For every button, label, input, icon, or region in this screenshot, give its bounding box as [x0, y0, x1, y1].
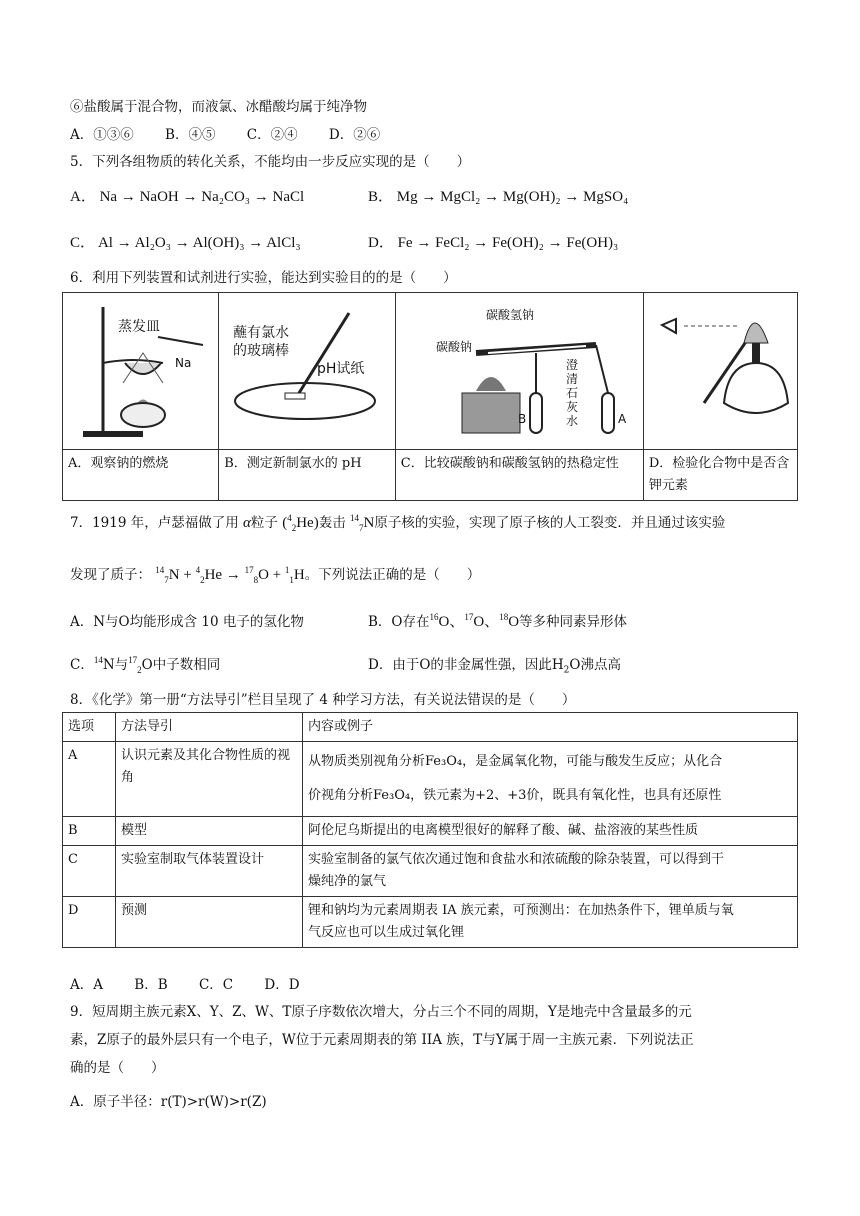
row-option: A	[63, 742, 116, 817]
q8-option-b: B．B	[134, 977, 168, 993]
q4-statement-6: ⑥盐酸属于混合物，而液氯、冰醋酸均属于纯净物	[70, 99, 367, 115]
table-row	[63, 817, 798, 846]
apparatus-image-d	[643, 293, 797, 450]
q9-stem-line3: 确的是（ ）	[70, 1060, 165, 1076]
q9-stem-line2: 素，Z原子的最外层只有一个电子，W位于元素周期表的第 IIA 族，T与Y属于周一主族元素．下列说法正	[70, 1032, 694, 1048]
label-ph-paper: pH试纸	[317, 361, 365, 377]
row-method: 实验室制取气体装置设计	[116, 846, 303, 897]
q8-options	[70, 975, 300, 995]
row-content: 从物质类别视角分析Fe₃O₄，是金属氧化物，可能与酸发生反应；从化合 价视角分析Fe₃O₄，铁元素为+2、+3价，既具有氧化性，也具有还原性	[303, 742, 798, 817]
row-option: C	[63, 846, 116, 897]
q8-option-c: C．C	[198, 977, 234, 993]
q8-header-row	[63, 713, 798, 742]
q8-option-d: D．D	[264, 977, 300, 993]
q5-stem: 5．下列各组物质的转化关系，不能均由一步反应实现的是（ ）	[70, 154, 471, 170]
label-limewater-2: 清	[565, 372, 578, 386]
q8-option-a: A．A	[70, 977, 103, 993]
q6-apparatus-table	[62, 292, 798, 501]
label-chlorine-rod-1: 蘸有氯水	[233, 325, 290, 341]
q9-option-a: A．原子半径：r(T)>r(W)>r(Z)	[70, 1094, 267, 1110]
caption-a: A．观察钠的燃烧	[63, 450, 219, 501]
q7-option-d: D．由于O的非金属性强，因此$H_2O$沸点高	[368, 657, 621, 676]
row-method: 认识元素及其化合物性质的视角	[116, 742, 303, 817]
label-limewater-3: 石	[565, 386, 578, 400]
row-method: 预测	[116, 897, 303, 948]
q7-option-b: B．O存在$^{16}$O、$^{17}$O、$^{18}$O等多种同素异形体	[368, 612, 628, 630]
label-limewater-4: 灰	[565, 400, 578, 414]
q7-option-a: A．N与O均能形成含 10 电子的氢化物	[70, 614, 304, 630]
q7-stem-line2: 发现了质子： $^{14}_7$N + $^4_2$He → $^{17}_8$O + $^1_1$H。下列说法正确的是（ ）	[70, 565, 481, 585]
row-method: 模型	[116, 817, 303, 846]
label-chlorine-rod-2: 的玻璃棒	[233, 343, 290, 359]
label-limewater-5: 水	[565, 414, 578, 428]
q8-stem: 8．《化学》第一册“方法导引”栏目呈现了 4 种学习方法，有关说法错误的是（ ）	[70, 692, 576, 708]
q7-stem-line1: 7．1919 年，卢瑟福做了用 α粒子 ($^4_2$He)轰击 $^{14}_7$N原子核的实验，实现了原子核的人工裂变．并且通过该实验	[70, 513, 726, 533]
q8-table	[62, 712, 798, 948]
apparatus-image-a	[63, 293, 219, 450]
q4-option-a: A．①③⑥	[70, 127, 134, 143]
label-na: Na	[175, 356, 192, 370]
label-tube-a: A	[617, 412, 626, 426]
caption-c: C．比较碳酸钠和碳酸氢钠的热稳定性	[395, 450, 643, 501]
row-content: 实验室制备的氯气依次通过饱和食盐水和浓硫酸的除杂装置，可以得到干 燥纯净的氯气	[303, 846, 798, 897]
q6-stem: 6．利用下列装置和试剂进行实验，能达到实验目的的是（ ）	[70, 270, 457, 286]
table-row	[63, 742, 798, 817]
label-limewater-1: 澄	[565, 358, 578, 372]
q5-option-a: A． Na → NaOH → Na₂CO₃ → NaCl	[70, 189, 305, 205]
q4-options	[70, 125, 380, 145]
label-evaporating-dish: 蒸发皿	[118, 319, 160, 335]
label-na2co3: 碳酸钠	[435, 340, 472, 354]
q9-stem-line1: 9．短周期主族元素X、Y、Z、W、T原子序数依次增大，分占三个不同的周期，Y是地壳中含量最多的元	[70, 1004, 692, 1020]
row-option: D	[63, 897, 116, 948]
apparatus-image-c	[395, 293, 643, 450]
q5-option-b: B． Mg → MgCl₂ → Mg(OH)₂ → MgSO₄	[368, 189, 629, 205]
caption-d: D．检验化合物中是否含钾元素	[643, 450, 797, 501]
table-row	[63, 897, 798, 948]
q4-option-c: C．②④	[246, 127, 298, 143]
row-option: B	[63, 817, 116, 846]
caption-b: B．测定新制氯水的 pH	[219, 450, 396, 501]
header-option: 选项	[63, 713, 116, 742]
header-method: 方法导引	[116, 713, 303, 742]
table-row	[63, 846, 798, 897]
apparatus-image-b	[219, 293, 396, 450]
label-tube-b: B	[517, 412, 527, 426]
header-content: 内容或例子	[303, 713, 798, 742]
q5-option-c: C． Al → Al₂O₃ → Al(OH)₃ → AlCl₃	[70, 235, 301, 251]
row-content: 锂和钠均为元素周期表 IA 族元素，可预测出：在加热条件下，锂单质与氧 气反应也可以生成过氧化锂	[303, 897, 798, 948]
row-content: 阿伦尼乌斯提出的电离模型很好的解释了酸、碱、盐溶液的某些性质	[303, 817, 798, 846]
q7-option-c: C．$^{14}$N与$^{17}_2$O中子数相同	[70, 655, 221, 675]
label-nahco3: 碳酸氢钠	[485, 308, 534, 322]
q4-option-d: D．②⑥	[328, 127, 381, 143]
q5-option-d: D． Fe → FeCl₂ → Fe(OH)₂ → Fe(OH)₃	[368, 235, 619, 251]
q4-option-b: B．④⑤	[165, 127, 216, 143]
